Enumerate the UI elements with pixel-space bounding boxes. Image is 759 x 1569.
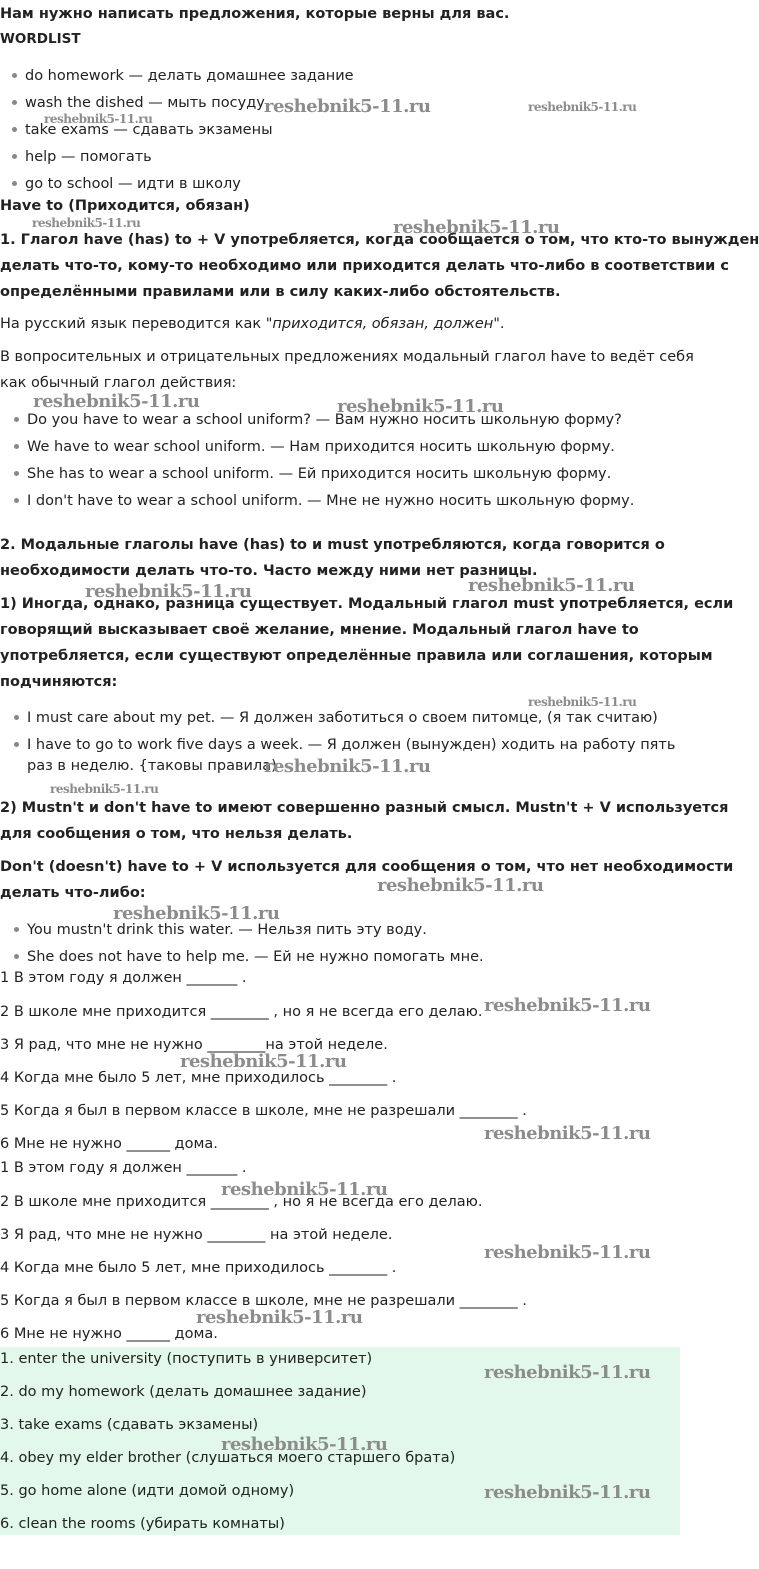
- watermark: reshebnik5-11.ru: [468, 575, 635, 596]
- exercise-line: 5 Когда я был в первом классе в школе, мне не разрешали ________ .: [0, 1293, 527, 1309]
- watermark: reshebnik5-11.ru: [196, 1307, 363, 1328]
- watermark: reshebnik5-11.ru: [50, 782, 159, 796]
- bullet-icon: [14, 498, 19, 503]
- question-note-line: как обычный глагол действия:: [0, 375, 237, 391]
- bullet-icon: [14, 954, 19, 959]
- bullet-icon: [14, 742, 19, 747]
- answer-line: 4. obey my elder brother (слушаться моего старшего брата): [0, 1450, 456, 1466]
- watermark: reshebnik5-11.ru: [528, 695, 637, 709]
- exercise-line: 3 Я рад, что мне не нужно ________на этой неделе.: [0, 1037, 388, 1053]
- rule2-1-line: употребляется, если существуют определённые правила или соглашения, которым: [0, 648, 713, 664]
- watermark: reshebnik5-11.ru: [484, 1123, 651, 1144]
- watermark: reshebnik5-11.ru: [264, 96, 431, 117]
- have-to-title: Have to (Приходится, обязан): [0, 198, 250, 214]
- watermark: reshebnik5-11.ru: [484, 1362, 651, 1383]
- exercise-line: 2 В школе мне приходится ________ , но я не всегда его делаю.: [0, 1004, 483, 1020]
- rule1-line: 1. Глагол have (has) to + V употребляется, когда сообщается о том, что кто-то вынужден: [0, 232, 759, 248]
- wordlist-title: WORDLIST: [0, 31, 81, 47]
- page-heading: Нам нужно написать предложения, которые верны для вас.: [0, 6, 510, 22]
- question-note-line: В вопросительных и отрицательных предложениях модальный глагол have to ведёт себя: [0, 349, 694, 365]
- example-item: We have to wear school uniform. — Нам приходится носить школьную форму.: [0, 439, 615, 455]
- watermark: reshebnik5-11.ru: [264, 756, 431, 777]
- exercise-line: 6 Мне не нужно ______ дома.: [0, 1326, 218, 1342]
- watermark: reshebnik5-11.ru: [484, 1482, 651, 1503]
- example-continuation: раз в неделю. {таковы правила): [27, 758, 277, 774]
- watermark: reshebnik5-11.ru: [180, 1051, 347, 1072]
- wordlist-item: help — помогать: [0, 149, 152, 165]
- watermark: reshebnik5-11.ru: [44, 112, 153, 126]
- rule2-1-line: говорящий высказывает своё желание, мнение. Модальный глагол have to: [0, 622, 639, 638]
- watermark: reshebnik5-11.ru: [221, 1179, 388, 1200]
- bullet-icon: [14, 927, 19, 932]
- bullet-icon: [12, 73, 17, 78]
- watermark: reshebnik5-11.ru: [32, 216, 141, 230]
- bullet-icon: [14, 471, 19, 476]
- answer-line: 3. take exams (сдавать экзамены): [0, 1417, 259, 1433]
- rule2-line: 2. Модальные глаголы have (has) to и must употребляются, когда говорится о: [0, 537, 665, 553]
- wordlist-item: do homework — делать домашнее задание: [0, 68, 354, 84]
- watermark: reshebnik5-11.ru: [484, 1242, 651, 1263]
- rule2-2-line: для сообщения о том, что нельзя делать.: [0, 826, 353, 842]
- wordlist-item: wash the dished — мыть посуду: [0, 95, 265, 111]
- bullet-icon: [12, 127, 17, 132]
- watermark: reshebnik5-11.ru: [33, 391, 200, 412]
- example-item: Do you have to wear a school uniform? — Вам нужно носить школьную форму?: [0, 412, 622, 428]
- rule2-1-line: 1) Иногда, однако, разница существует. Модальный глагол must употребляется, если: [0, 596, 734, 612]
- rule2-2-line: 2) Mustn't и don't have to имеют совершенно разный смысл. Mustn't + V используется: [0, 800, 729, 816]
- example-item: I must care about my pet. — Я должен заботиться о своем питомце, (я так считаю): [0, 710, 658, 726]
- watermark: reshebnik5-11.ru: [85, 581, 252, 602]
- rule1-line: делать что-то, кому-то необходимо или приходится делать что-либо в соответствии с: [0, 258, 729, 274]
- rule1-line: определёнными правилами или в силу каких-либо обстоятельств.: [0, 284, 561, 300]
- example-item: You mustn't drink this water. — Нельзя пить эту воду.: [0, 922, 427, 938]
- example-item: I don't have to wear a school uniform. — Мне не нужно носить школьную форму.: [0, 493, 634, 509]
- translate-note: На русский язык переводится как "приходится, обязан, должен".: [0, 316, 505, 332]
- rule2-1-line: подчиняются:: [0, 674, 118, 690]
- wordlist-item: take exams — сдавать экзамены: [0, 122, 273, 138]
- bullet-icon: [12, 154, 17, 159]
- answer-line: 1. enter the university (поступить в университет): [0, 1351, 373, 1367]
- exercise-line: 1 В этом году я должен _______ .: [0, 970, 247, 986]
- wordlist-item: go to school — идти в школу: [0, 176, 241, 192]
- exercise-line: 4 Когда мне было 5 лет, мне приходилось ________ .: [0, 1260, 397, 1276]
- example-item: She has to wear a school uniform. — Ей приходится носить школьную форму.: [0, 466, 611, 482]
- answer-line: 2. do my homework (делать домашнее задание): [0, 1384, 367, 1400]
- rule2-line: необходимости делать что-то. Часто между ними нет разницы.: [0, 563, 538, 579]
- answer-line: 5. go home alone (идти домой одному): [0, 1483, 295, 1499]
- watermark: reshebnik5-11.ru: [221, 1434, 388, 1455]
- exercise-line: 4 Когда мне было 5 лет, мне приходилось ________ .: [0, 1070, 397, 1086]
- bullet-icon: [12, 100, 17, 105]
- watermark: reshebnik5-11.ru: [113, 903, 280, 924]
- exercise-line: 2 В школе мне приходится ________ , но я не всегда его делаю.: [0, 1194, 483, 1210]
- exercise-line: 6 Мне не нужно ______ дома.: [0, 1136, 218, 1152]
- watermark: reshebnik5-11.ru: [484, 995, 651, 1016]
- dont-have-line: Don't (doesn't) have to + V используется для сообщения о том, что нет необходимости: [0, 859, 734, 875]
- bullet-icon: [12, 181, 17, 186]
- watermark: reshebnik5-11.ru: [337, 396, 504, 417]
- example-item: She does not have to help me. — Ей не нужно помогать мне.: [0, 949, 484, 965]
- watermark: reshebnik5-11.ru: [528, 100, 637, 114]
- example-item: I have to go to work five days a week. — Я должен (вынужден) ходить на работу пять: [0, 737, 675, 753]
- answer-line: 6. clean the rooms (убирать комнаты): [0, 1516, 285, 1532]
- bullet-icon: [14, 417, 19, 422]
- dont-have-line: делать что-либо:: [0, 885, 146, 901]
- bullet-icon: [14, 444, 19, 449]
- exercise-line: 3 Я рад, что мне не нужно ________ на этой неделе.: [0, 1227, 393, 1243]
- exercise-line: 1 В этом году я должен _______ .: [0, 1160, 247, 1176]
- bullet-icon: [14, 715, 19, 720]
- exercise-line: 5 Когда я был в первом классе в школе, мне не разрешали ________ .: [0, 1103, 527, 1119]
- watermark: reshebnik5-11.ru: [393, 217, 560, 238]
- watermark: reshebnik5-11.ru: [377, 875, 544, 896]
